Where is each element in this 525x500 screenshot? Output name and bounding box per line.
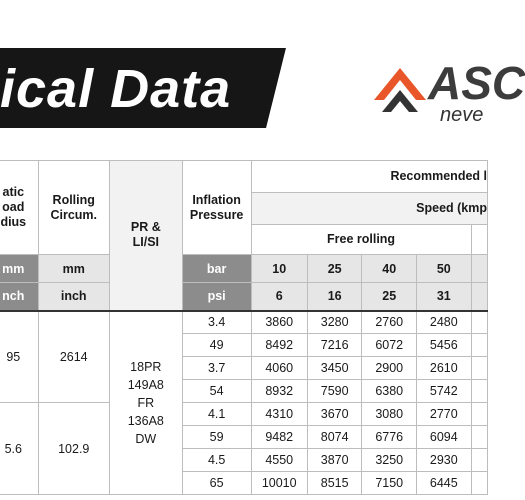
header-free-rolling: Free rolling [251,225,471,255]
load-value: 3250 [362,449,417,472]
speed-value: 31 [417,283,472,311]
logo-tagline: neve [440,104,484,126]
load-value: 6094 [417,426,472,449]
unit-circum-imperial: inch [38,283,109,311]
load-value: 3450 [307,357,362,380]
load-value: 3280 [307,311,362,334]
load-value: 2760 [362,311,417,334]
load-value-cut [471,449,487,472]
speed-value: 10 [251,255,307,283]
load-value: 8074 [307,426,362,449]
speed-value: 25 [362,283,417,311]
load-value: 8515 [307,472,362,495]
header-recommended: Recommended l [251,161,487,193]
load-value-cut [471,334,487,357]
technical-data-table [0,160,488,495]
load-value: 2610 [417,357,472,380]
speed-value: 6 [251,283,307,311]
load-value: 5456 [417,334,472,357]
header-static-load-radius: atic oad dius [0,161,38,255]
speed-value: 16 [307,283,362,311]
load-value: 6776 [362,426,417,449]
chevron-logo-icon [372,60,428,116]
logo-wordmark: ASC [428,57,525,109]
speed-value-cut [471,255,487,283]
pressure-value: 4.1 [182,403,251,426]
load-value: 3860 [251,311,307,334]
load-value: 3670 [307,403,362,426]
unit-pressure-metric: bar [182,255,251,283]
pressure-value: 65 [182,472,251,495]
load-value: 4550 [251,449,307,472]
load-value: 8932 [251,380,307,403]
load-value-cut [471,403,487,426]
load-value: 4310 [251,403,307,426]
load-value: 2770 [417,403,472,426]
load-value-cut [471,311,487,334]
load-value: 2900 [362,357,417,380]
load-value-cut [471,357,487,380]
static-radius-value: 5.6 [0,403,38,495]
unit-circum-metric: mm [38,255,109,283]
pressure-value: 4.5 [182,449,251,472]
header-speed: Speed (kmp [251,193,487,225]
unit-radius-metric: mm [0,255,38,283]
load-value: 3870 [307,449,362,472]
load-value: 10010 [251,472,307,495]
header-pr-li-si: PR & LI/SI [109,161,182,311]
pressure-value: 54 [182,380,251,403]
pressure-value: 49 [182,334,251,357]
speed-value: 25 [307,255,362,283]
load-value: 4060 [251,357,307,380]
speed-value: 40 [362,255,417,283]
speed-value-cut [471,283,487,311]
load-value-cut [471,380,487,403]
load-value-cut [471,426,487,449]
load-value: 2930 [417,449,472,472]
header-rolling-circum: Rolling Circum. [38,161,109,255]
rolling-circum-value: 102.9 [38,403,109,495]
brand-logo [372,57,525,132]
speed-value: 50 [417,255,472,283]
load-value: 7150 [362,472,417,495]
page-header [0,0,525,160]
pr-li-si-value: 18PR 149A8 FR 136A8 DW [109,311,182,495]
load-value: 6380 [362,380,417,403]
rolling-circum-value: 2614 [38,311,109,403]
load-value: 6445 [417,472,472,495]
load-value: 8492 [251,334,307,357]
load-value: 7590 [307,380,362,403]
load-value: 6072 [362,334,417,357]
load-value: 2480 [417,311,472,334]
unit-radius-imperial: nch [0,283,38,311]
load-value: 7216 [307,334,362,357]
header-inflation-pressure: Inflation Pressure [182,161,251,255]
load-value: 5742 [417,380,472,403]
header-extra [471,225,487,255]
pressure-value: 3.4 [182,311,251,334]
unit-pressure-imperial: psi [182,283,251,311]
load-value: 9482 [251,426,307,449]
static-radius-value: 95 [0,311,38,403]
pressure-value: 59 [182,426,251,449]
load-value-cut [471,472,487,495]
page-title: ical Data [0,59,232,119]
load-value: 3080 [362,403,417,426]
pressure-value: 3.7 [182,357,251,380]
